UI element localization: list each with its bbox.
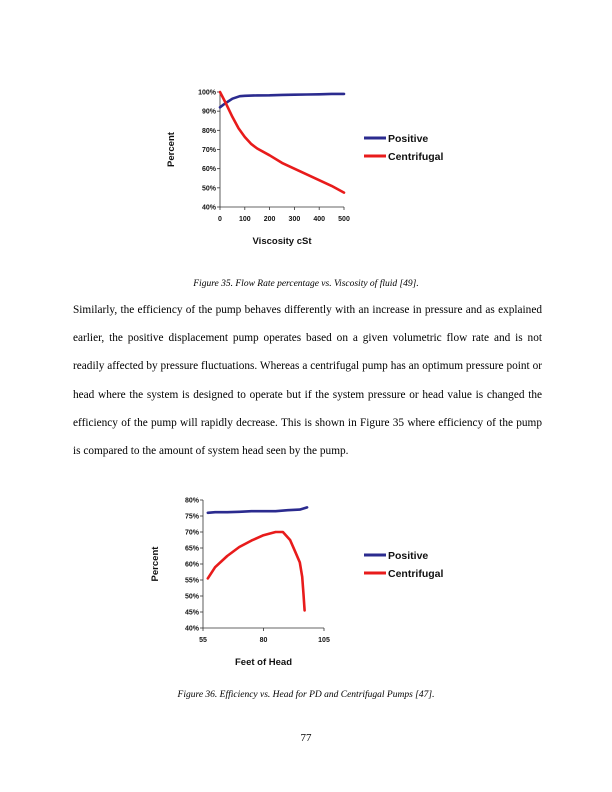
y-tick-label: 65% [184, 545, 199, 553]
y-tick-label: 100% [198, 89, 216, 97]
y-tick-label: 75% [184, 513, 199, 521]
y-tick-label: 50% [201, 185, 216, 193]
legend-label-positive: Positive [388, 549, 429, 562]
x-tick-label: 300 [288, 216, 301, 223]
x-tick-label: 0 [218, 216, 222, 223]
y-tick-label: 45% [184, 609, 199, 617]
y-tick-label: 70% [184, 529, 199, 537]
y-tick-label: 60% [201, 166, 216, 174]
y-tick-label: 90% [201, 108, 216, 116]
x-tick-label: 500 [338, 216, 350, 223]
x-tick-label: 400 [313, 216, 326, 223]
body-paragraph: Similarly, the efficiency of the pump behaves differently with an increase in pressure and as explained earlier, the positive displacement pump operates based on a given volumetric flow rate and is not readily affected by pressure fluctuations. Whereas a centrifugal pump has an optimum pressure point or head where the system is designed to operate but if the system pressure or head value is changed the efficiency of the pump will rapidly decrease. This is shown in Figure 35 where efficiency of the pump is compared to the amount of system head seen by the pump. [73, 304, 542, 458]
x-tick-label: 200 [263, 216, 276, 223]
figure-36-chart [140, 490, 470, 685]
series-line-positive [220, 94, 344, 107]
series-line-positive [208, 507, 307, 512]
series-line-centrifugal [220, 92, 344, 193]
legend-label-positive: Positive [388, 132, 429, 145]
y-tick-label: 55% [184, 577, 199, 585]
y-tick-label: 70% [201, 147, 216, 154]
x-tick-label: 105 [318, 637, 330, 644]
y-tick-label: 60% [184, 561, 199, 569]
y-axis-title: Percent [150, 546, 161, 582]
y-tick-label: 40% [184, 625, 199, 633]
figure-35-chart [150, 78, 490, 268]
y-axis-title: Percent [166, 132, 177, 167]
x-axis-title: Viscosity cSt [252, 236, 312, 247]
x-tick-label: 100 [238, 216, 251, 223]
y-tick-label: 80% [201, 127, 216, 135]
figure-35-caption: Figure 35. Flow Rate percentage vs. Viscosity of fluid [49]. [193, 279, 419, 289]
x-tick-label: 55 [199, 637, 207, 644]
y-tick-label: 50% [184, 593, 199, 601]
x-axis-title: Feet of Head [234, 657, 293, 668]
figure-36-caption: Figure 36. Efficiency vs. Head for PD and Centrifugal Pumps [47]. [177, 690, 435, 700]
y-tick-label: 40% [201, 204, 216, 212]
page-number: 77 [300, 732, 312, 744]
y-tick-label: 80% [184, 497, 199, 505]
legend-label-centrifugal: Centrifugal [388, 150, 444, 163]
legend-label-centrifugal: Centrifugal [388, 567, 444, 580]
series-line-centrifugal [208, 532, 305, 610]
x-tick-label: 80 [259, 637, 268, 644]
